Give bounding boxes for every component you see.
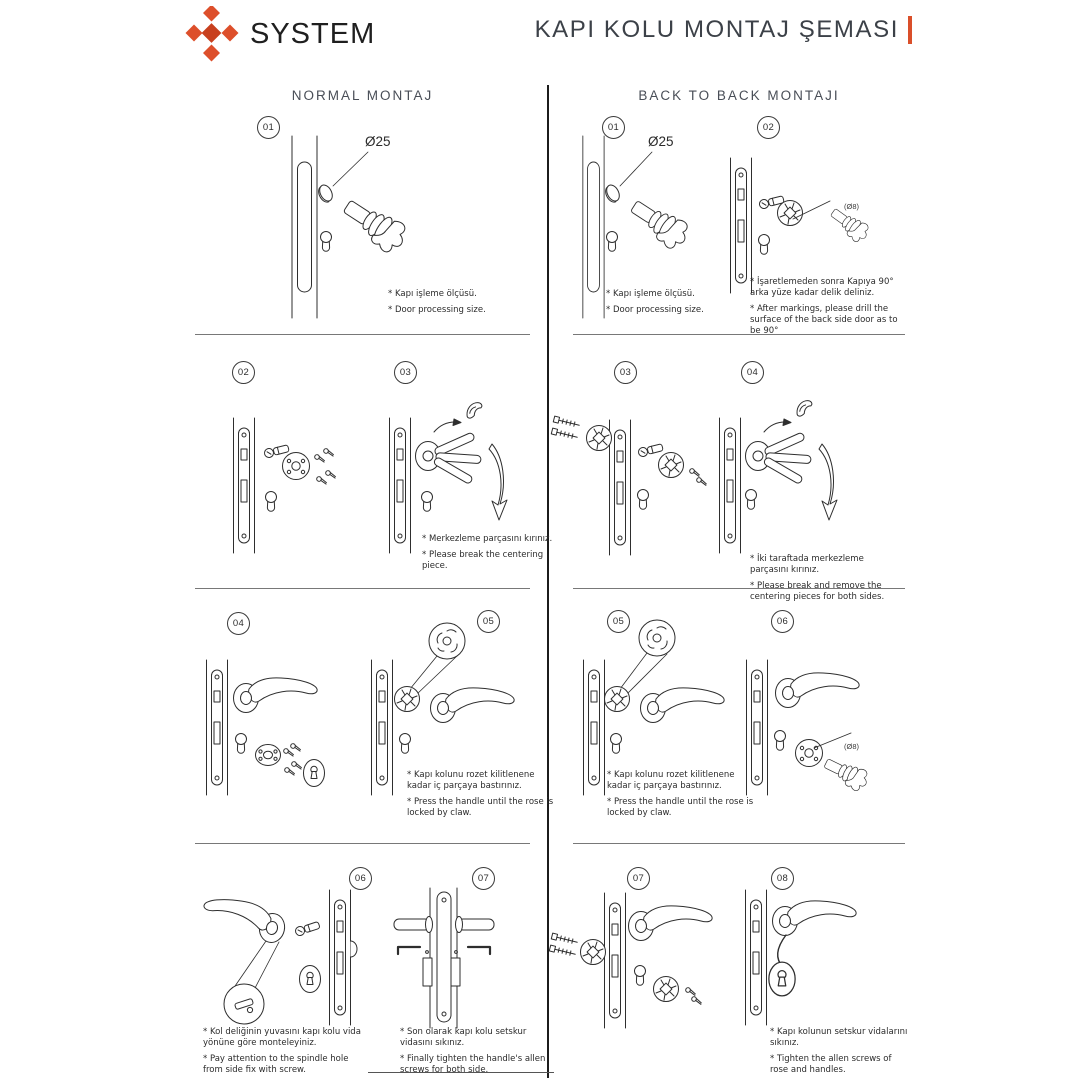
back-step-02-drawing	[731, 158, 872, 293]
step-badge-normal-06: 06	[349, 867, 372, 890]
caption-line: * Kapı kolunu rozet kilitlenene kadar iç parçaya bastırınız.	[607, 770, 735, 792]
caption-line: * Finally tighten the handle's allen screws for both side.	[400, 1054, 546, 1076]
logo-text: SYSTEM	[250, 17, 376, 50]
row-divider	[573, 843, 905, 844]
normal-step-06-drawing	[199, 890, 357, 1025]
document-header	[534, 16, 912, 44]
drill-diameter-label: (Ø8)	[844, 202, 859, 211]
step-badge-back-04: 04	[741, 361, 764, 384]
hole-diameter-label: Ø25	[365, 134, 391, 149]
step-badge-normal-01: 01	[257, 116, 280, 139]
caption-line: * Please break the centering piece.	[422, 550, 544, 572]
back-step-06-drawing	[747, 660, 872, 795]
caption-back-05	[607, 770, 755, 824]
normal-step-02-drawing	[234, 418, 337, 553]
step-badge-back-07: 07	[627, 867, 650, 890]
step-badge-back-01: 01	[602, 116, 625, 139]
step-badge-back-06: 06	[771, 610, 794, 633]
caption-line: * İşaretlemeden sonra Kapıya 90° arka yüze kadar delik deliniz.	[750, 277, 894, 299]
caption-normal-01	[388, 289, 520, 321]
caption-line: * Kapı işleme ölçüsü.	[388, 289, 477, 299]
caption-line: * Kol deliğinin yuvasını kapı kolu vida yönüne göre monteleyiniz.	[203, 1027, 361, 1049]
caption-normal-05	[407, 770, 555, 824]
caption-line: * Kapı kolunu rozet kilitlenene kadar iç parçaya bastırınız.	[407, 770, 535, 792]
logo-diamonds-icon	[183, 6, 241, 62]
hole-diameter-label: Ø25	[648, 134, 674, 149]
caption-line: * Merkezleme parçasını kırınız.	[422, 534, 553, 544]
step-badge-normal-03: 03	[394, 361, 417, 384]
back-step-03-drawing	[551, 416, 707, 555]
column-divider	[547, 85, 549, 1078]
step-badge-normal-05: 05	[477, 610, 500, 633]
step-badge-back-03: 03	[614, 361, 637, 384]
back-step-04-drawing	[720, 400, 838, 553]
back-step-07-drawing	[549, 893, 712, 1028]
caption-line: * Kapı işleme ölçüsü.	[606, 289, 695, 299]
step-badge-normal-07: 07	[472, 867, 495, 890]
row-divider	[195, 334, 530, 335]
caption-back-08	[770, 1027, 910, 1080]
caption-line: * Kapı kolunun setskur vidalarını sıkınız.	[770, 1027, 908, 1049]
back-step-08-drawing	[746, 890, 857, 1025]
drill-diameter-label: (Ø8)	[844, 742, 859, 751]
caption-back-04	[750, 554, 902, 608]
row-divider	[195, 588, 530, 589]
caption-line: * Son olarak kapı kolu setskur vidasını sıkınız.	[400, 1027, 527, 1049]
column-header-normal: NORMAL MONTAJ	[291, 88, 434, 103]
step-badge-normal-02: 02	[232, 361, 255, 384]
normal-step-04-drawing	[207, 660, 325, 795]
row-divider	[195, 843, 530, 844]
caption-back-01	[606, 289, 738, 321]
step-badge-back-02: 02	[757, 116, 780, 139]
caption-normal-06	[203, 1027, 365, 1080]
page-title: KAPI KOLU MONTAJ ŞEMASI	[534, 16, 899, 43]
step-badge-normal-04: 04	[227, 612, 250, 635]
normal-step-03-drawing	[390, 402, 508, 553]
caption-normal-07	[400, 1027, 552, 1080]
title-accent-bar	[908, 16, 912, 44]
caption-line: * Press the handle until the rose is locked by claw.	[607, 797, 754, 819]
caption-line: * Press the handle until the rose is locked by claw.	[407, 797, 554, 819]
caption-line: * Please break and remove the centering pieces for both sides.	[750, 581, 885, 603]
caption-line: * İki taraftada merkezleme parçasını kırınız.	[750, 554, 864, 576]
back-step-05-drawing	[584, 620, 725, 795]
caption-line: * Tighten the allen screws of rose and handles.	[770, 1054, 892, 1076]
step-badge-back-08: 08	[771, 867, 794, 890]
step-badge-back-05: 05	[607, 610, 630, 633]
caption-normal-03	[422, 534, 560, 577]
brand-logo	[183, 6, 375, 62]
caption-back-02	[750, 277, 902, 342]
caption-line: * Pay attention to the spindle hole from side fix with screw.	[203, 1054, 349, 1076]
column-header-back-to-back: BACK TO BACK MONTAJI	[638, 88, 840, 103]
caption-line: * After markings, please drill the surface of the back side door as to be 90°	[750, 304, 898, 337]
normal-step-07-drawing	[394, 888, 494, 1028]
caption-line: * Door processing size.	[388, 305, 486, 316]
caption-line: * Door processing size.	[606, 305, 704, 316]
